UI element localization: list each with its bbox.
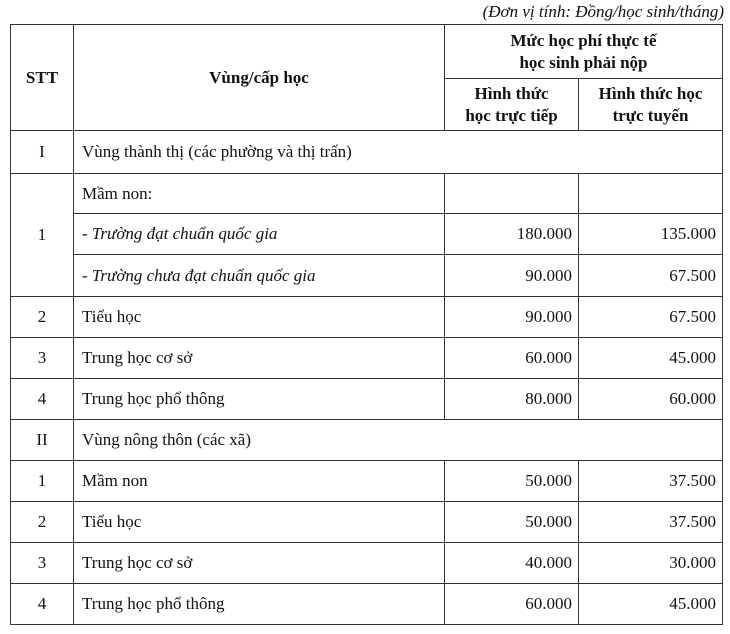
- row-label: Tiểu học: [74, 502, 445, 543]
- table-row: [11, 214, 723, 255]
- table-row: [11, 584, 723, 625]
- header-direct-line2: học trực tiếp: [465, 105, 558, 125]
- header-region-level: Vùng/cấp học: [74, 25, 445, 131]
- header-online: [579, 79, 723, 131]
- row-label: Trung học phổ thông: [74, 584, 445, 625]
- row-label: - Trường đạt chuẩn quốc gia: [74, 214, 445, 255]
- row-online: 67.500: [579, 255, 723, 297]
- header-fee-group: [445, 25, 723, 79]
- header-fee-group-line1: Mức học phí thực tế: [510, 30, 657, 50]
- row-label: Trung học cơ sở: [74, 543, 445, 584]
- row-label: Mầm non:: [74, 174, 445, 214]
- row-stt: 2: [11, 502, 74, 543]
- section-row: [11, 131, 723, 174]
- header-online-line1: Hình thức học: [598, 83, 703, 103]
- header-stt: STT: [11, 25, 74, 131]
- header-direct-line1: Hình thức: [474, 83, 549, 103]
- header-fee-group-line2: học sinh phải nộp: [519, 52, 648, 72]
- unit-note: (Đơn vị tính: Đồng/học sinh/tháng): [482, 2, 724, 21]
- section-title: Vùng thành thị (các phường và thị trấn): [74, 131, 723, 174]
- row-online: 45.000: [579, 584, 723, 625]
- row-direct: [445, 174, 579, 214]
- header-online-line2: trực tuyến: [612, 105, 689, 125]
- row-online: 67.500: [579, 297, 723, 338]
- row-online: [579, 174, 723, 214]
- row-stt: 1: [11, 461, 74, 502]
- row-direct: 80.000: [445, 379, 579, 420]
- row-online: 45.000: [579, 338, 723, 379]
- row-direct: 60.000: [445, 584, 579, 625]
- row-label: - Trường chưa đạt chuẩn quốc gia: [74, 255, 445, 297]
- table-row: [11, 255, 723, 297]
- row-online: 37.500: [579, 502, 723, 543]
- row-direct: 180.000: [445, 214, 579, 255]
- section-stt: II: [11, 420, 74, 461]
- table-row: [11, 338, 723, 379]
- section-row: [11, 420, 723, 461]
- row-online: 60.000: [579, 379, 723, 420]
- row-label: Trung học cơ sở: [74, 338, 445, 379]
- fee-table: [10, 24, 723, 625]
- row-stt: 3: [11, 338, 74, 379]
- row-direct: 50.000: [445, 502, 579, 543]
- row-direct: 90.000: [445, 297, 579, 338]
- table-row: [11, 461, 723, 502]
- row-online: 135.000: [579, 214, 723, 255]
- row-online: 30.000: [579, 543, 723, 584]
- table-row: [11, 502, 723, 543]
- table-row: [11, 174, 723, 214]
- section-title: Vùng nông thôn (các xã): [74, 420, 723, 461]
- row-direct: 40.000: [445, 543, 579, 584]
- section-stt: I: [11, 131, 74, 174]
- table-row: [11, 543, 723, 584]
- row-stt: 1: [11, 174, 74, 297]
- row-direct: 90.000: [445, 255, 579, 297]
- row-direct: 60.000: [445, 338, 579, 379]
- row-label: Trung học phổ thông: [74, 379, 445, 420]
- row-stt: 4: [11, 379, 74, 420]
- row-online: 37.500: [579, 461, 723, 502]
- row-direct: 50.000: [445, 461, 579, 502]
- row-stt: 3: [11, 543, 74, 584]
- row-stt: 2: [11, 297, 74, 338]
- table-row: [11, 379, 723, 420]
- table-row: [11, 297, 723, 338]
- row-label: Mầm non: [74, 461, 445, 502]
- row-label: Tiểu học: [74, 297, 445, 338]
- header-direct: [445, 79, 579, 131]
- row-stt: 4: [11, 584, 74, 625]
